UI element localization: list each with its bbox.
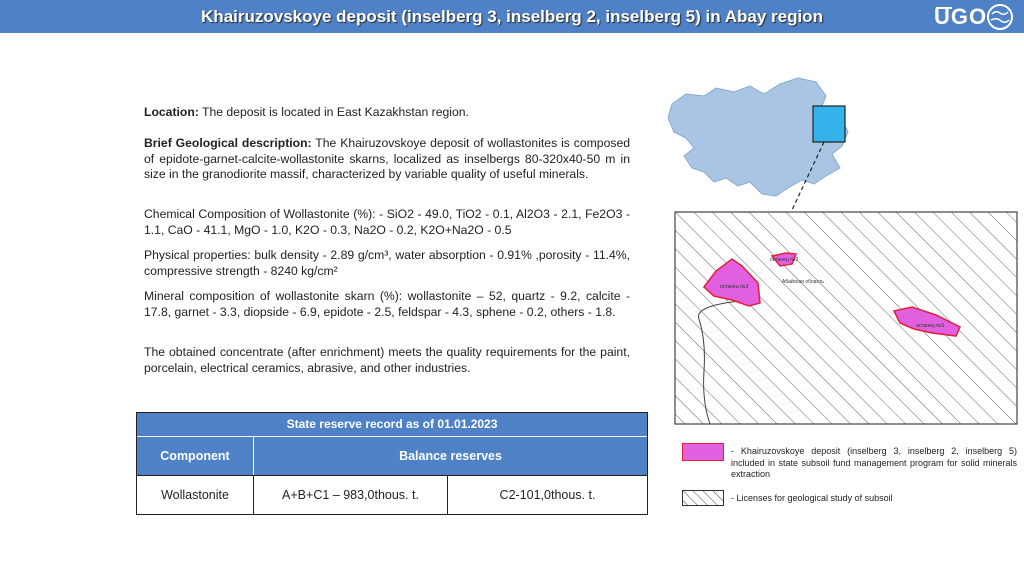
cell-component: Wollastonite (161, 488, 229, 502)
legend-deposit-swatch (682, 443, 724, 461)
deposit-detail-map (674, 211, 1018, 425)
legend-license-text: - Licenses for geological study of subsoil (731, 493, 893, 503)
table-caption: State reserve record as of 01.01.2023 (137, 413, 647, 437)
legend-deposit-text: - Khairuzovskoye deposit (inselberg 3, inselberg 2, inselberg 5) included in state subsoil fund management program for solid minerals extraction (731, 446, 1017, 479)
globe-icon (986, 3, 1014, 31)
legend-license-swatch (682, 490, 724, 506)
table-row (137, 475, 647, 514)
label-ostanets-2: останец №2 (770, 257, 799, 263)
mineral-paragraph: Mineral composition of wollastonite skarn (%): wollastonite – 52, quartz - 9.2, calcite - 17.8, garnet - 3.3, diopside - 6.9, epidote - 2.5, feldspar - 4.3, sphene - 0.2, others - 1.8. (144, 289, 630, 319)
header-balance-reserves: Balance reserves (253, 437, 647, 475)
brief-text: The Khairuzovskoye deposit of wollastonites is composed of epidote-garnet-calcite-wollastonite skarns, localized as inselbergs 80-320x40-50 m in size in the granodiorite massif, characterized by variable quality of useful minerals. (144, 136, 630, 181)
location-label: Location: (144, 105, 199, 119)
concentrate-paragraph: The obtained concentrate (after enrichment) meets the quality requirements for the paint, porcelain, electrical ceramics, abrasive, and other industries. (144, 345, 630, 375)
reserves-table (136, 412, 648, 515)
region-locator-box (813, 106, 845, 142)
location-text: The deposit is located in East Kazakhstan region. (198, 105, 469, 119)
label-ostanets-5: останец №5 (916, 323, 945, 329)
license-area-hatched (675, 212, 1017, 424)
label-ostanets-3: останец №3 (720, 284, 749, 290)
ugo-logo (934, 3, 1014, 31)
chemical-paragraph: Chemical Composition of Wollastonite (%): - SiO2 - 49.0, TiO2 - 0.1, Al2O3 - 2.1, Fe2O3 - 1.1, CaO - 41.1, MgO - 1.0, K2O - 0.3, Na2O - 0.2, K2O+Na2O - 0.5 (144, 207, 630, 237)
location-paragraph (144, 105, 630, 121)
page-title: Khairuzovskoye deposit (inselberg 3, inselberg 2, inselberg 5) in Abay region (201, 7, 823, 26)
physical-paragraph: Physical properties: bulk density - 2.89 g/cm³, water absorption - 0.91% ,porosity - 11.4%, compressive strength - 8240 kg/cm² (144, 248, 630, 278)
label-abay-region: Абайская область (782, 279, 824, 285)
kazakhstan-overview-map (664, 76, 854, 212)
brief-label: Brief Geological description: (144, 136, 312, 150)
cell-c2: C2-101,0thous. t. (447, 476, 647, 514)
logo-text: UGO (934, 4, 988, 29)
brief-paragraph (144, 136, 630, 183)
table-header-row (137, 437, 647, 475)
header-component: Component (160, 449, 230, 463)
cell-abc1: A+B+C1 – 983,0thous. t. (253, 476, 447, 514)
